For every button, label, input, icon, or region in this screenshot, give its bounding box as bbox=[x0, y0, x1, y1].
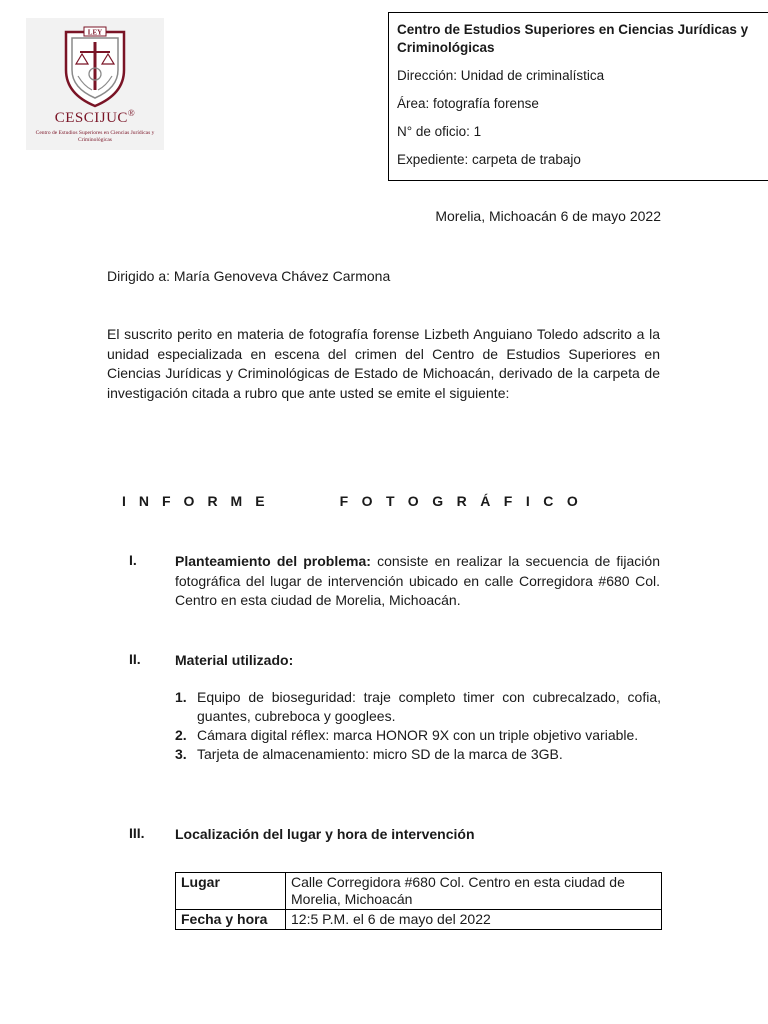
table-value: Calle Corregidora #680 Col. Centro en esta ciudad de Morelia, Michoacán bbox=[286, 873, 662, 910]
report-title-word-2: FOTOGRÁFICO bbox=[339, 493, 592, 509]
section-body bbox=[175, 552, 660, 611]
section-label: Localización del lugar y hora de intervención bbox=[175, 826, 475, 842]
section-label: Material utilizado: bbox=[175, 652, 294, 668]
report-title-word-1: INFORME bbox=[122, 493, 278, 509]
table-value: 12:5 P.M. el 6 de mayo del 2022 bbox=[286, 910, 662, 930]
section-number: I. bbox=[129, 552, 137, 568]
addressee-line: Dirigido a: María Genoveva Chávez Carmona bbox=[107, 268, 391, 284]
expediente-line: Expediente: carpeta de trabajo bbox=[397, 152, 581, 167]
materials-list bbox=[175, 688, 661, 764]
report-title bbox=[122, 493, 662, 509]
section-label: Planteamiento del problema: bbox=[175, 553, 371, 569]
document-date: Morelia, Michoacán 6 de mayo 2022 bbox=[435, 208, 661, 224]
logo-subtitle: Centro de Estudios Superiores en Ciencias Jurídicas y Criminológicas bbox=[35, 130, 155, 143]
intro-paragraph: El suscrito perito en materia de fotografía forense Lizbeth Anguiano Toledo adscrito a la unidad especializada en escena del crimen del Centro de Estudios Superiores en Ciencias Jurídicas y Criminológicas de Estado de Michoacán, derivado de la carpeta de investigación citada a rubro que ante usted se emite el siguiente: bbox=[107, 326, 660, 401]
table-key: Fecha y hora bbox=[176, 910, 286, 930]
header-info-box bbox=[388, 12, 768, 181]
oficio-line: N° de oficio: 1 bbox=[397, 124, 482, 139]
institution-title: Centro de Estudios Superiores en Ciencias Jurídicas y Criminológicas bbox=[397, 22, 749, 55]
list-item: 2. Cámara digital réflex: marca HONOR 9X con un triple objetivo variable. bbox=[175, 727, 639, 743]
logo-brand-name: CESCIJUC® bbox=[54, 108, 136, 126]
list-item: 1. Equipo de bioseguridad: traje completo timer con cubrecalzado, cofia, guantes, cubreboca y googlees. bbox=[175, 689, 661, 724]
table-row bbox=[176, 910, 662, 930]
direccion-line: Dirección: Unidad de criminalística bbox=[397, 68, 605, 83]
location-table bbox=[175, 872, 662, 930]
table-key: Lugar bbox=[176, 873, 286, 910]
shield-emblem-icon bbox=[62, 26, 128, 108]
institution-logo bbox=[26, 18, 164, 150]
area-line: Área: fotografía forense bbox=[397, 96, 539, 111]
section-number: III. bbox=[129, 825, 145, 841]
table-row bbox=[176, 873, 662, 910]
svg-text:LEY: LEY bbox=[87, 28, 103, 37]
section-number: II. bbox=[129, 651, 141, 667]
section-text: consiste en realizar la secuencia de fijación fotográfica del lugar de intervención ubicado en calle Corregidora #680 Col. Centro en esta ciudad de Morelia, Michoacán. bbox=[175, 553, 660, 608]
list-item: 3. Tarjeta de almacenamiento: micro SD de la marca de 3GB. bbox=[175, 746, 563, 762]
